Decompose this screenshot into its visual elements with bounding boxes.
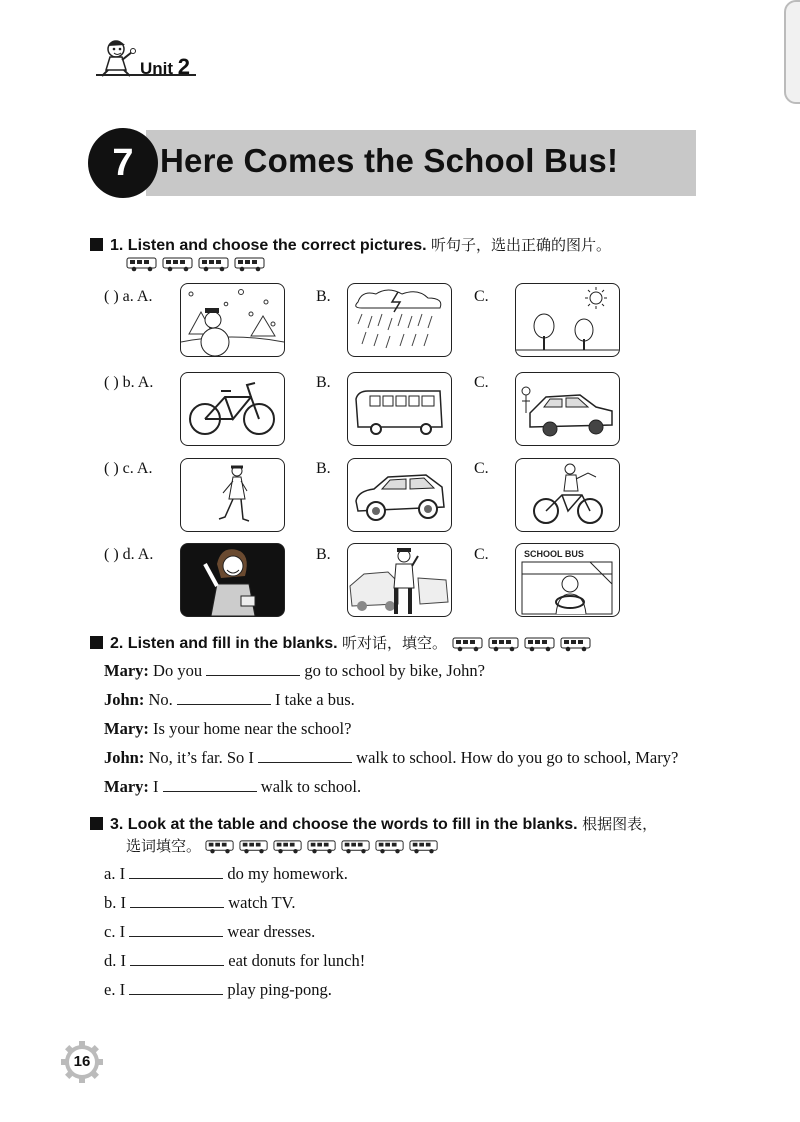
section3-heading-line2: 选词填空。 xyxy=(126,835,439,856)
option-b-c-image[interactable] xyxy=(515,372,620,446)
bus-icon xyxy=(273,839,303,854)
lesson-number: 7 xyxy=(88,128,158,198)
sun-trees-icon xyxy=(516,284,619,356)
option-b-b-label: B. xyxy=(316,374,331,391)
unit-number: 2 xyxy=(177,54,191,79)
side-tab xyxy=(784,0,800,104)
bus-icon xyxy=(560,636,592,652)
option-a-c-image[interactable] xyxy=(515,283,620,357)
lesson-title-banner xyxy=(146,130,696,196)
page-number-badge xyxy=(60,1040,104,1084)
answer-blank[interactable] xyxy=(206,661,300,676)
option-b-c-label: C. xyxy=(474,374,489,391)
answer-blank[interactable] xyxy=(177,690,271,705)
bus-icons-row xyxy=(452,636,592,652)
answer-blank[interactable] xyxy=(258,748,352,763)
option-d-a-image[interactable] xyxy=(180,543,285,617)
fill-item: b. I watch TV. xyxy=(104,893,296,912)
section2-heading: 2. Listen and fill in the blanks. 听对话，填空。 xyxy=(90,632,592,653)
page-number: 16 xyxy=(73,1053,91,1070)
option-b-b-image[interactable] xyxy=(347,372,452,446)
bus-icon xyxy=(205,839,235,854)
dialogue-line: Mary: Is your home near the school? xyxy=(104,719,352,738)
question-d-label: ( ) d. A. xyxy=(104,546,154,563)
square-bullet-icon xyxy=(90,817,103,830)
option-c-c-image[interactable] xyxy=(515,458,620,532)
unit-label: Unit 2 xyxy=(140,54,191,79)
answer-blank[interactable] xyxy=(129,980,223,995)
option-a-b-image[interactable] xyxy=(347,283,452,357)
option-d-c-image[interactable] xyxy=(515,543,620,617)
bus-icon xyxy=(375,839,405,854)
bus-picture-icon xyxy=(348,373,451,445)
mascot-icon xyxy=(92,38,142,78)
section1-heading-cn: 听句子，选出正确的图片。 xyxy=(430,236,611,254)
square-bullet-icon xyxy=(90,238,103,251)
dialogue-line: John: No. I take a bus. xyxy=(104,690,355,709)
boy-cycling-icon xyxy=(516,459,619,531)
lesson-title: Here Comes the School Bus! xyxy=(160,142,619,179)
option-a-a-image[interactable] xyxy=(180,283,285,357)
dialogue-line: Mary: Do you go to school by bike, John? xyxy=(104,661,485,680)
answer-blank[interactable] xyxy=(163,777,257,792)
section3-heading-cn: 根据图表， xyxy=(582,815,658,833)
square-bullet-icon xyxy=(90,636,103,649)
fill-item: e. I play ping-pong. xyxy=(104,980,332,999)
section3-heading: 3. Look at the table and choose the words to fill in the blanks. 根据图表， xyxy=(90,813,657,834)
question-b-label: ( ) b. A. xyxy=(104,374,154,391)
option-a-c-label: C. xyxy=(474,288,489,305)
dialogue-line: John: No, it’s far. So I walk to school. How do you go to school, Mary? xyxy=(104,748,679,767)
option-b-a-image[interactable] xyxy=(180,372,285,446)
option-d-b-image[interactable] xyxy=(347,543,452,617)
answer-blank[interactable] xyxy=(130,893,224,908)
option-c-b-label: B. xyxy=(316,460,331,477)
section1-heading: 1. Listen and choose the correct pictures. 听句子，选出正确的图片。 xyxy=(90,234,611,255)
walking-girl-icon xyxy=(181,459,284,531)
option-c-b-image[interactable] xyxy=(347,458,452,532)
suv-icon xyxy=(348,459,451,531)
header-rule xyxy=(96,74,196,76)
fill-item: c. I wear dresses. xyxy=(104,922,316,941)
bus-icons-row xyxy=(205,839,439,854)
teacher-icon xyxy=(181,544,284,616)
bus-icon xyxy=(488,636,520,652)
car-icon xyxy=(516,373,619,445)
option-d-c-label: C. xyxy=(474,546,489,563)
answer-blank[interactable] xyxy=(129,922,223,937)
school-bus-sign: SCHOOL BUS xyxy=(524,549,584,559)
option-c-c-label: C. xyxy=(474,460,489,477)
police-officer-icon xyxy=(348,544,451,616)
section2-heading-cn: 听对话，填空。 xyxy=(342,634,448,652)
bus-icon xyxy=(198,256,230,272)
bus-icon xyxy=(234,256,266,272)
fill-item: d. I eat donuts for lunch! xyxy=(104,951,366,970)
bus-icon xyxy=(162,256,194,272)
bus-icons-row xyxy=(126,256,266,272)
option-d-b-label: B. xyxy=(316,546,331,563)
snowman-icon xyxy=(181,284,284,356)
rain-cloud-icon xyxy=(348,284,451,356)
bus-icon xyxy=(239,839,269,854)
answer-blank[interactable] xyxy=(130,951,224,966)
bus-icon xyxy=(341,839,371,854)
bus-icon xyxy=(409,839,439,854)
bus-icon xyxy=(307,839,337,854)
dialogue-line: Mary: I walk to school. xyxy=(104,777,362,796)
bus-icon xyxy=(524,636,556,652)
bus-icon xyxy=(126,256,158,272)
school-bus-driver-icon xyxy=(516,544,619,616)
bus-icon xyxy=(452,636,484,652)
question-a-label: ( ) a. A. xyxy=(104,288,153,305)
option-a-b-label: B. xyxy=(316,288,331,305)
option-c-a-image[interactable] xyxy=(180,458,285,532)
question-c-label: ( ) c. A. xyxy=(104,460,153,477)
fill-item: a. I do my homework. xyxy=(104,864,348,883)
bicycle-icon xyxy=(181,373,284,445)
answer-blank[interactable] xyxy=(129,864,223,879)
